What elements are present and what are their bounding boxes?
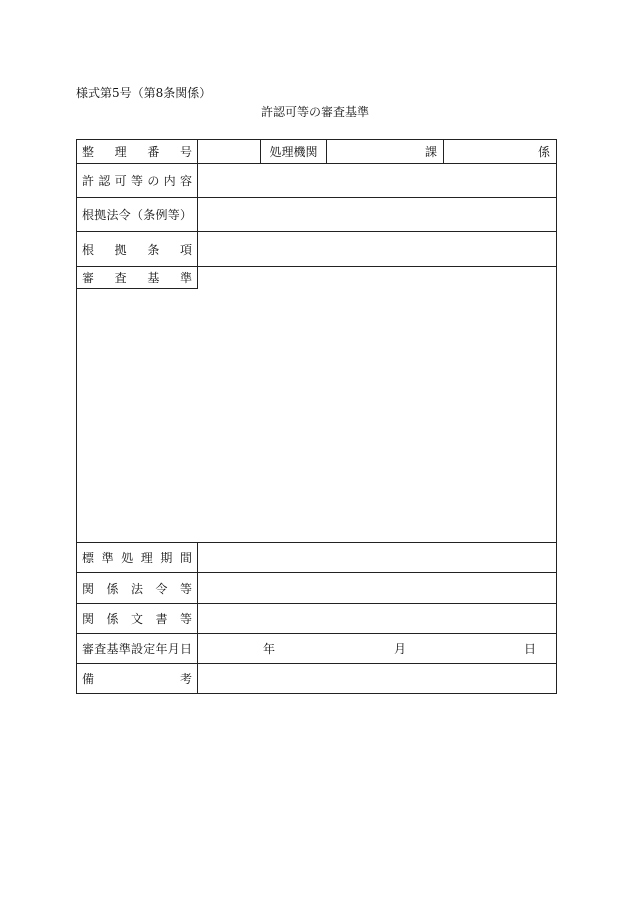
- label-kankei-bunsho: 関 係 文 書 等: [77, 604, 198, 633]
- label-seiri-bango: 整 理 番 号: [77, 140, 198, 163]
- row-kankei-hourei: [77, 573, 556, 604]
- label-naiyou: 許認可等の内容: [77, 164, 198, 197]
- label-shinsa-kijun: 審 査 基 準: [77, 267, 198, 289]
- date-day-label: 日: [524, 642, 537, 656]
- label-kakari: 係: [537, 145, 550, 159]
- field-kankei-bunsho[interactable]: [198, 604, 556, 633]
- field-naiyou[interactable]: [198, 164, 556, 197]
- field-joukou[interactable]: [198, 232, 556, 266]
- row-naiyou: [77, 164, 556, 198]
- row-seiri-bango: [77, 140, 556, 164]
- field-hyoujun-shori-kikan[interactable]: [198, 543, 556, 572]
- field-kakari[interactable]: [444, 140, 556, 163]
- label-shori-kikan: 処理機関: [261, 140, 327, 163]
- row-joukou: [77, 232, 556, 267]
- field-kankei-hourei[interactable]: [198, 573, 556, 603]
- field-houki[interactable]: [198, 198, 556, 231]
- row-bikou: [77, 664, 556, 693]
- date-year-label: 年: [263, 642, 276, 656]
- label-settei-date: 審査基準設定年月日: [77, 634, 198, 663]
- form-number: 様式第5号（第8条関係）: [76, 86, 212, 100]
- row-shori-kikan: [77, 543, 556, 573]
- row-settei-date: [77, 634, 556, 664]
- label-bikou: 備 考: [77, 664, 198, 693]
- review-standard-table: [76, 139, 557, 694]
- row-shinsa-kijun: [77, 267, 556, 543]
- label-hyoujun-shori-kikan: 標準処理期間: [77, 543, 198, 572]
- date-month-label: 月: [394, 642, 407, 656]
- label-kankei-hourei: 関 係 法 令 等: [77, 573, 198, 603]
- row-houki: [77, 198, 556, 232]
- label-ka: 課: [424, 145, 437, 159]
- field-seiri-bango[interactable]: [198, 140, 261, 163]
- field-shinsa-kijun[interactable]: [198, 267, 556, 542]
- field-bikou[interactable]: [198, 664, 556, 693]
- field-ka[interactable]: [327, 140, 444, 163]
- document-title: 許認可等の審査基準: [260, 105, 369, 119]
- row-kankei-bunsho: [77, 604, 556, 634]
- label-houki: 根拠法令（条例等）: [77, 198, 198, 231]
- label-joukou: 根 拠 条 項: [77, 232, 198, 266]
- field-settei-date[interactable]: [198, 634, 556, 663]
